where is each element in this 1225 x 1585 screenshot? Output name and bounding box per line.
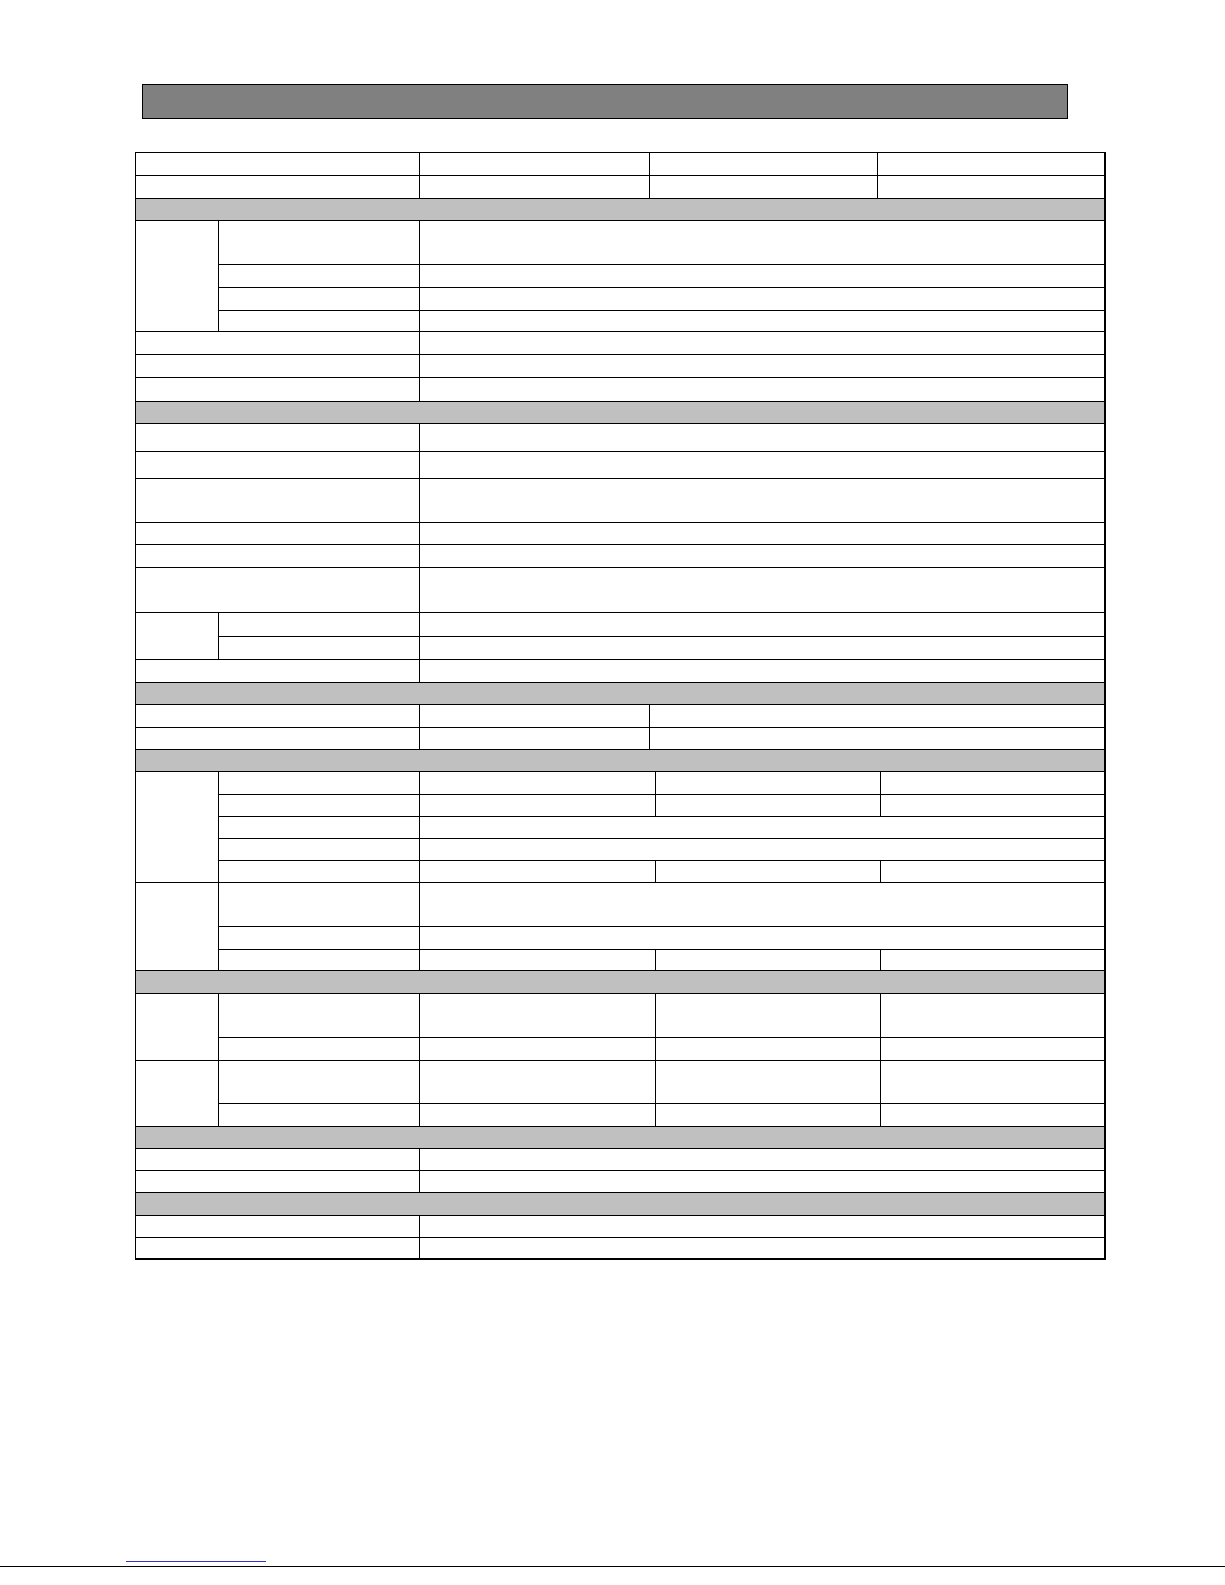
sub-label-cell <box>218 993 420 1038</box>
value-cell <box>880 993 1106 1038</box>
sub-label-cell <box>218 310 420 332</box>
value-cell <box>419 310 1106 332</box>
value-cell <box>419 860 656 883</box>
value-cell <box>419 377 1106 402</box>
sub-label-cell <box>218 816 420 839</box>
sub-label-cell <box>218 1060 420 1104</box>
value-cell <box>655 949 881 971</box>
sub-label-cell <box>218 794 420 817</box>
sub-label-cell <box>218 860 420 883</box>
section-header <box>135 1126 1106 1149</box>
label-cell <box>135 377 420 402</box>
value-cell <box>419 544 1106 568</box>
label-cell <box>135 1170 420 1193</box>
sub-label-cell <box>218 949 420 971</box>
value-cell <box>655 1037 881 1061</box>
value-cell <box>419 354 1106 378</box>
sub-label-cell <box>218 1103 420 1127</box>
label-cell <box>135 152 420 176</box>
value-cell <box>419 478 1106 523</box>
value-cell <box>655 794 881 817</box>
value-cell <box>419 949 656 971</box>
value-cell <box>877 152 1106 176</box>
sub-label-cell <box>218 926 420 950</box>
value-cell <box>419 727 650 750</box>
value-cell <box>419 612 1106 637</box>
value-cell <box>419 794 656 817</box>
value-cell <box>880 949 1106 971</box>
value-cell <box>419 264 1106 288</box>
sub-label-cell <box>218 882 420 927</box>
value-cell <box>419 1170 1106 1193</box>
label-cell <box>135 175 420 199</box>
value-cell <box>419 567 1106 613</box>
sub-label-cell <box>218 771 420 795</box>
value-cell <box>419 451 1106 479</box>
group-label-cell <box>135 882 219 971</box>
value-cell <box>655 1060 881 1104</box>
value-cell <box>419 636 1106 660</box>
group-label-cell <box>135 612 219 660</box>
value-cell <box>649 704 1106 728</box>
value-cell <box>419 1037 656 1061</box>
value-cell <box>419 659 1106 683</box>
value-cell <box>419 522 1106 545</box>
group-label-cell <box>135 220 219 332</box>
value-cell <box>419 423 1106 452</box>
group-label-cell <box>135 1060 219 1127</box>
section-header <box>135 1192 1106 1216</box>
sub-label-cell <box>218 264 420 288</box>
value-cell <box>419 220 1106 265</box>
value-cell <box>655 993 881 1038</box>
value-cell <box>419 287 1106 311</box>
sub-label-cell <box>218 612 420 637</box>
label-cell <box>135 544 420 568</box>
value-cell <box>419 771 656 795</box>
sub-label-cell <box>218 1037 420 1061</box>
value-cell <box>877 175 1106 199</box>
value-cell <box>419 331 1106 355</box>
section-header <box>135 749 1106 772</box>
value-cell <box>880 1103 1106 1127</box>
sub-label-cell <box>218 838 420 861</box>
value-cell <box>880 1060 1106 1104</box>
value-cell <box>649 175 878 199</box>
value-cell <box>419 152 650 176</box>
value-cell <box>419 1237 1106 1260</box>
label-cell <box>135 704 420 728</box>
value-cell <box>419 838 1106 861</box>
value-cell <box>880 771 1106 795</box>
label-cell <box>135 567 420 613</box>
section-header <box>135 401 1106 424</box>
sub-label-cell <box>218 636 420 660</box>
label-cell <box>135 1215 420 1238</box>
label-cell <box>135 1148 420 1171</box>
value-cell <box>655 771 881 795</box>
value-cell <box>419 1215 1106 1238</box>
label-cell <box>135 522 420 545</box>
label-cell <box>135 354 420 378</box>
label-cell <box>135 423 420 452</box>
value-cell <box>655 1103 881 1127</box>
value-cell <box>419 1060 656 1104</box>
section-header <box>135 682 1106 705</box>
value-cell <box>649 152 878 176</box>
sub-label-cell <box>218 220 420 265</box>
value-cell <box>419 926 1106 950</box>
footer-divider <box>0 1566 1225 1567</box>
group-label-cell <box>135 771 219 883</box>
value-cell <box>880 794 1106 817</box>
label-cell <box>135 331 420 355</box>
label-cell <box>135 659 420 683</box>
value-cell <box>419 816 1106 839</box>
label-cell <box>135 478 420 523</box>
footer-link[interactable] <box>126 1547 266 1562</box>
value-cell <box>419 882 1106 927</box>
section-header <box>135 198 1106 221</box>
value-cell <box>880 860 1106 883</box>
value-cell <box>655 860 881 883</box>
label-cell <box>135 451 420 479</box>
value-cell <box>419 993 656 1038</box>
section-header <box>135 970 1106 994</box>
value-cell <box>419 175 650 199</box>
label-cell <box>135 727 420 750</box>
value-cell <box>419 1103 656 1127</box>
label-cell <box>135 1237 420 1260</box>
group-label-cell <box>135 993 219 1061</box>
sub-label-cell <box>218 287 420 311</box>
value-cell <box>649 727 1106 750</box>
value-cell <box>419 1148 1106 1171</box>
value-cell <box>419 704 650 728</box>
value-cell <box>880 1037 1106 1061</box>
